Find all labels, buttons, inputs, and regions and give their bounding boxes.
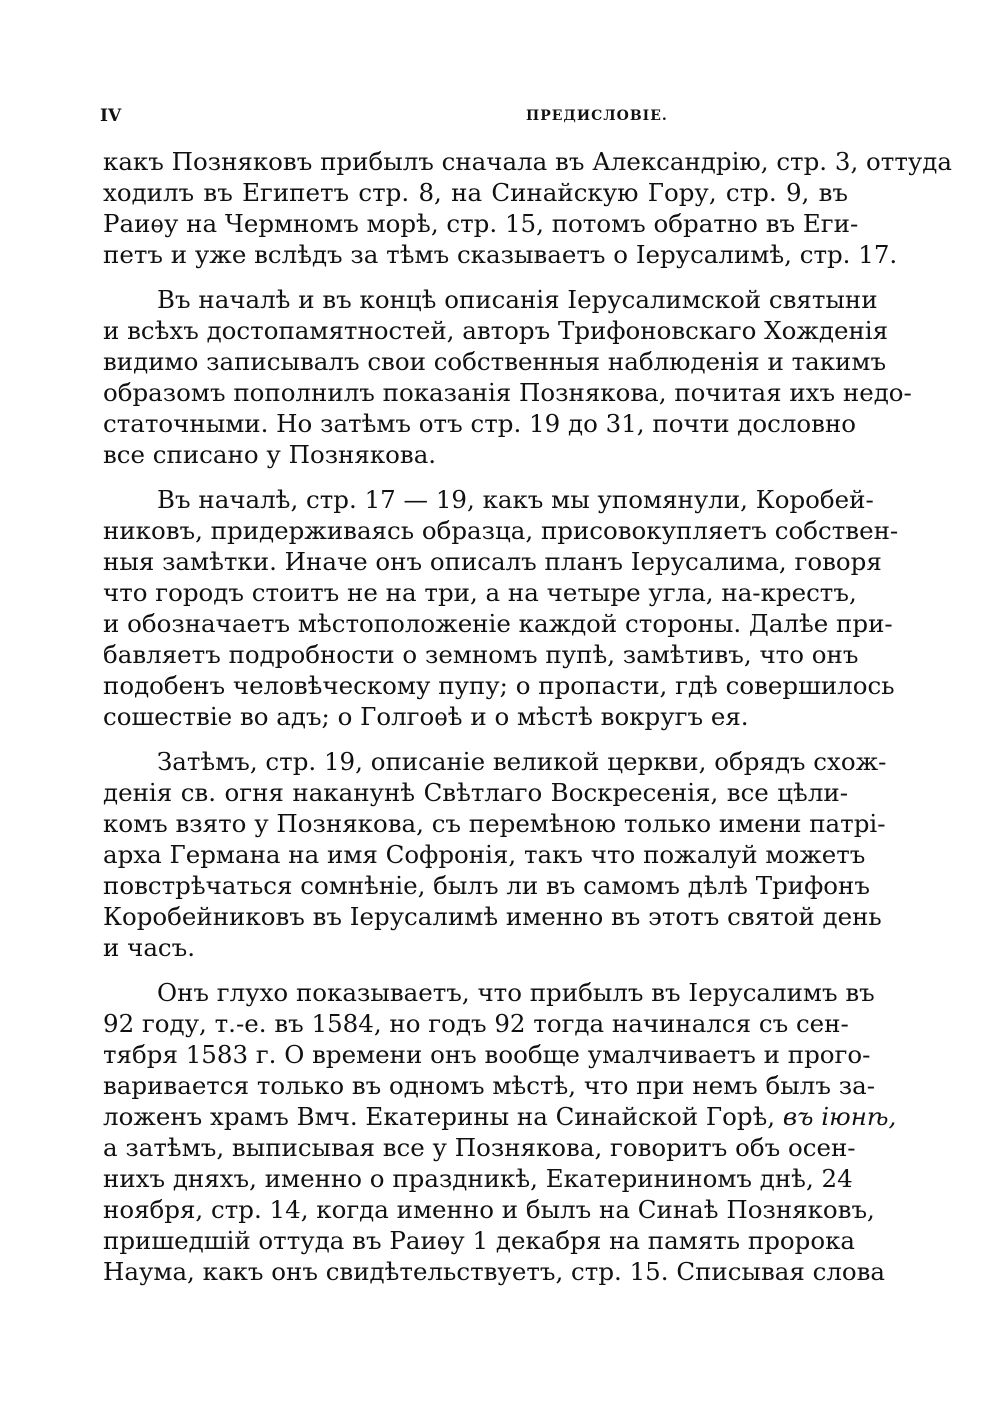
text-line: видимо записывалъ свои собственныя наблюденія и такимъ — [103, 347, 887, 376]
text-line: петъ и уже вслѣдъ за тѣмъ сказываетъ о Іерусалимѣ, стр. 17. — [103, 240, 898, 269]
paragraph-5 — [103, 977, 897, 1287]
text-line: нихъ дняхъ, именно о праздникѣ, Екатерининомъ днѣ, 24 — [103, 1164, 853, 1193]
text-line: и всѣхъ достопамятностей, авторъ Трифоновскаго Хожденія — [103, 316, 889, 345]
text-line: что городъ стоитъ не на три, а на четыре угла, на-крестъ, — [103, 578, 857, 607]
text-line: ноября, стр. 14, когда именно и былъ на Синаѣ Позняковъ, — [103, 1195, 875, 1224]
text-line: сошествіе во адъ; о Голгоѳѣ и о мѣстѣ вокругъ ея. — [103, 702, 749, 731]
text-line: бавляетъ подробности о земномъ пупѣ, замѣтивъ, что онъ — [103, 640, 859, 669]
text-line: Онъ глухо показываетъ, что прибылъ въ Іерусалимъ въ — [157, 978, 875, 1007]
paragraph-3 — [103, 484, 899, 732]
running-title: ПРЕДИСЛОВІЕ. — [526, 108, 668, 124]
paragraph-2 — [103, 284, 912, 470]
text-line-segment: ложенъ храмъ Вмч. Екатерины на Синайской Горѣ, — [103, 1102, 776, 1131]
text-line: Коробейниковъ въ Іерусалимѣ именно въ этотъ святой день — [103, 902, 882, 931]
text-line: арха Германа на имя Софронія, такъ что пожалуй можетъ — [103, 840, 866, 869]
text-line: тября 1583 г. О времени онъ вообще умалчиваетъ и прого- — [103, 1040, 871, 1069]
text-line: ныя замѣтки. Иначе онъ описалъ планъ Іерусалима, говоря — [103, 547, 882, 576]
text-line: статочными. Но затѣмъ отъ стр. 19 до 31, почти дословно — [103, 409, 857, 438]
text-line: и часъ. — [103, 933, 196, 962]
italic-phrase: въ іюнѣ, — [782, 1102, 897, 1131]
text-line: Наума, какъ онъ свидѣтельствуетъ, стр. 15. Списывая слова — [103, 1257, 886, 1286]
text-line: ходилъ въ Египетъ стр. 8, на Синайскую Гору, стр. 9, въ — [103, 178, 848, 207]
text-line: все списано у Познякова. — [103, 440, 437, 469]
text-line: Затѣмъ, стр. 19, описаніе великой церкви, обрядъ схож- — [157, 747, 887, 776]
text-line: 92 году, т.-е. въ 1584, но годъ 92 тогда начинался съ сен- — [103, 1009, 849, 1038]
text-line: Раиѳу на Чермномъ морѣ, стр. 15, потомъ обратно въ Еги- — [103, 209, 859, 238]
paragraph-4 — [103, 746, 887, 963]
text-line: повстрѣчаться сомнѣніе, былъ ли въ самомъ дѣлѣ Трифонъ — [103, 871, 870, 900]
text-line-with-italic — [103, 1101, 897, 1132]
text-line: и обозначаетъ мѣстоположеніе каждой стороны. Далѣе при- — [103, 609, 893, 638]
text-line: пришедшій оттуда въ Раиѳу 1 декабря на память пророка — [103, 1226, 856, 1255]
text-line: образомъ пополнилъ показанія Познякова, почитая ихъ недо- — [103, 378, 912, 407]
text-line: подобенъ человѣческому пупу; о пропасти, гдѣ совершилось — [103, 671, 895, 700]
text-line: Въ началѣ, стр. 17 — 19, какъ мы упомянули, Коробей- — [157, 485, 874, 514]
text-line: варивается только въ одномъ мѣстѣ, что при немъ былъ за- — [103, 1071, 875, 1100]
paragraph-1 — [103, 146, 952, 270]
text-line: а затѣмъ, выписывая все у Познякова, говоритъ объ осен- — [103, 1133, 856, 1162]
text-line: денія св. огня наканунѣ Свѣтлаго Воскресенія, все цѣли- — [103, 778, 848, 807]
body-text — [103, 146, 952, 1301]
text-line: комъ взято у Познякова, съ перемѣною только имени патрі- — [103, 809, 886, 838]
running-head — [100, 106, 860, 130]
page-number: IV — [100, 106, 122, 126]
text-line: какъ Позняковъ прибылъ сначала въ Александрію, стр. 3, оттуда — [103, 147, 952, 176]
text-line: никовъ, придерживаясь образца, присовокупляетъ собствен- — [103, 516, 899, 545]
text-line: Въ началѣ и въ концѣ описанія Іерусалимской святыни — [157, 285, 878, 314]
